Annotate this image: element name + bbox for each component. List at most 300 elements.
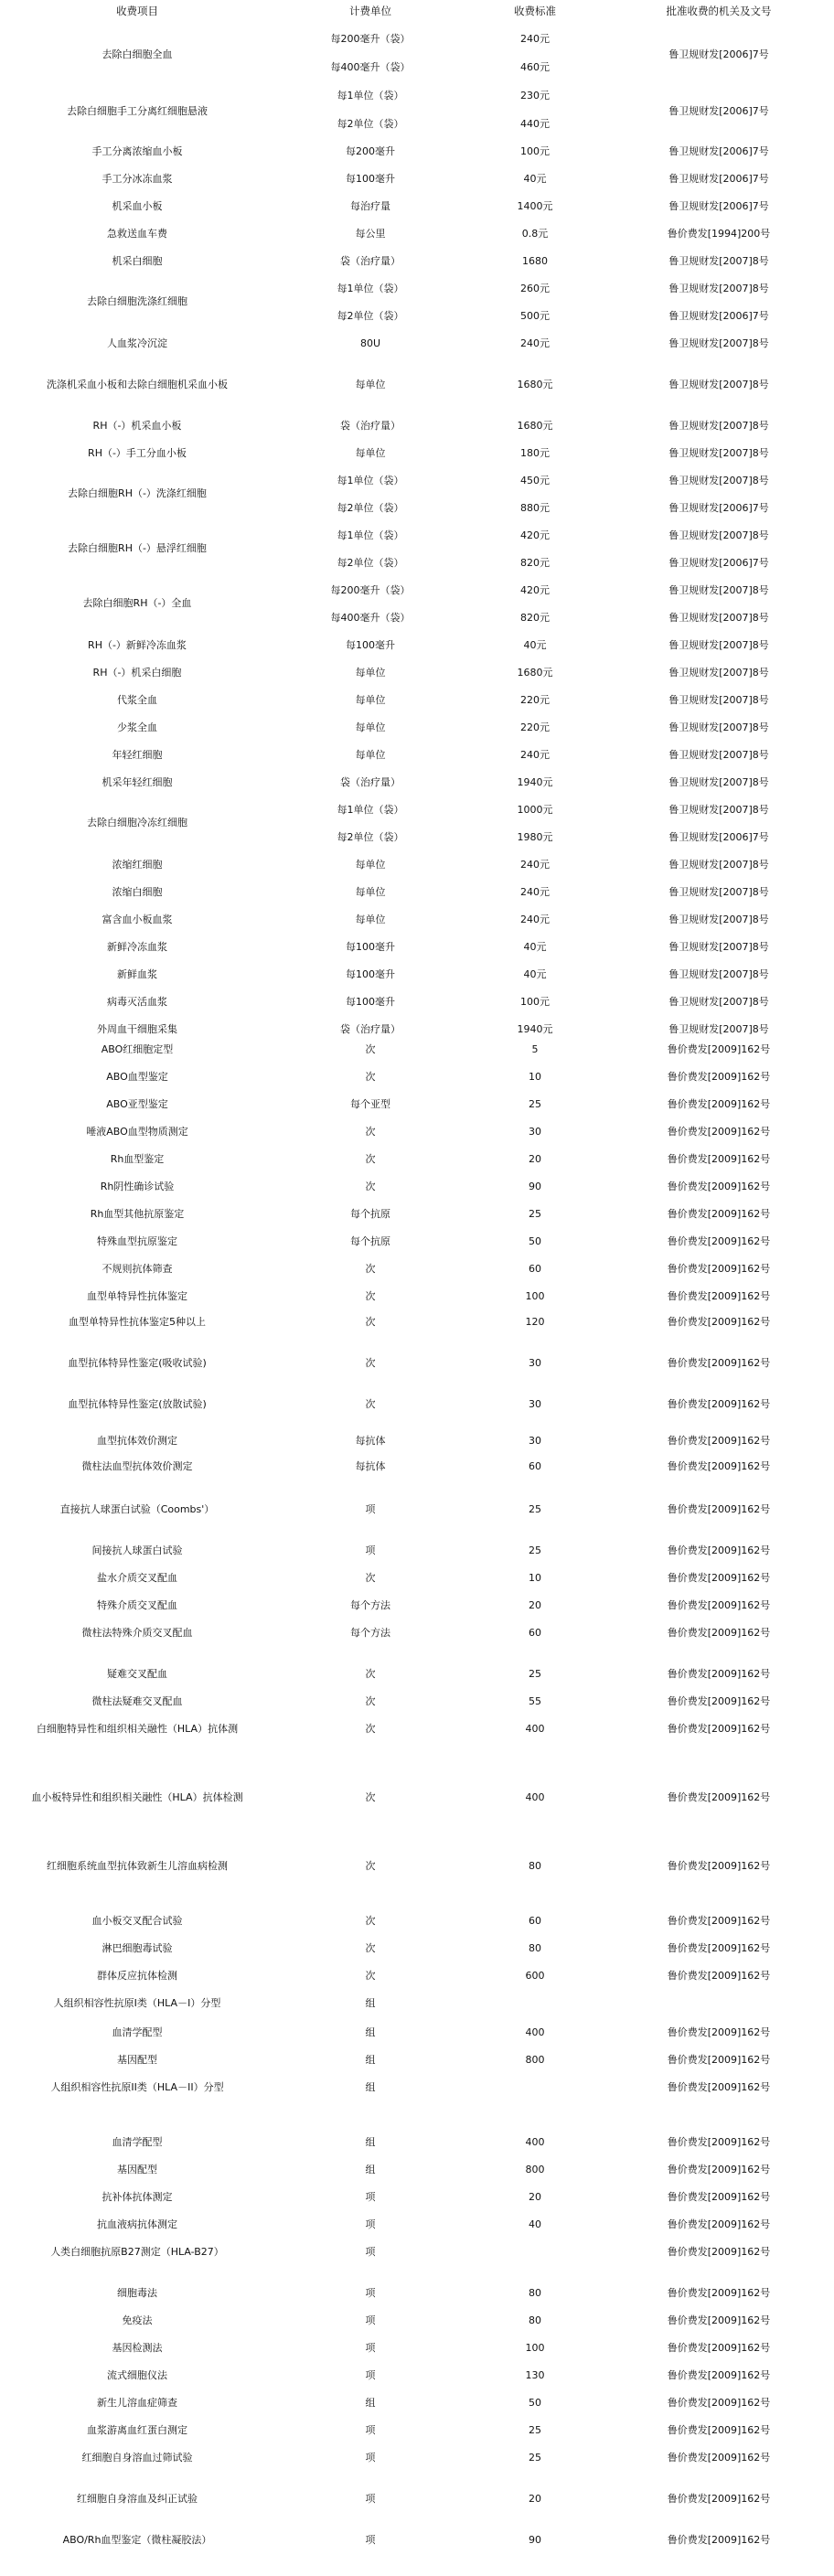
unit-cell: 每200毫升（袋） (330, 584, 411, 596)
unit-cell: 组 (365, 2397, 376, 2409)
price-cell: 220元 (520, 721, 550, 733)
price-cell: 460元 (520, 61, 550, 73)
authority-cell: 鲁卫规财发[2007]8号 (668, 694, 769, 706)
price-cell: 1680元 (517, 420, 553, 432)
authority-cell: 鲁价费发[2009]162号 (667, 2287, 771, 2299)
unit-cell: 每100毫升 (346, 968, 395, 980)
unit-cell: 袋（治疗量） (340, 255, 401, 267)
authority-cell: 鲁价费发[2009]162号 (667, 1290, 771, 1302)
fee-item-cell: 红细胞自身溶血及纠正试验 (77, 2493, 198, 2505)
unit-cell: 次 (365, 1263, 376, 1275)
price-cell: 20 (529, 1599, 541, 1611)
authority-cell: 鲁卫规财发[2007]8号 (668, 776, 769, 788)
unit-cell: 次 (365, 1181, 376, 1192)
authority-cell: 鲁价费发[2009]162号 (667, 1695, 771, 1707)
unit-cell: 项 (365, 2369, 376, 2381)
unit-cell: 项 (365, 2218, 376, 2230)
authority-cell: 鲁卫规财发[2007]8号 (668, 447, 769, 459)
unit-cell: 80U (359, 337, 381, 349)
unit-cell: 次 (365, 1915, 376, 1927)
header-price: 收费标准 (514, 5, 556, 17)
authority-cell: 鲁价费发[2009]162号 (667, 1235, 771, 1247)
fee-item-cell: 血清学配型 (112, 2026, 163, 2038)
unit-cell: 袋（治疗量） (340, 420, 401, 432)
price-cell: 240元 (520, 749, 550, 761)
price-cell: 820元 (520, 557, 550, 569)
price-cell: 25 (529, 2452, 541, 2464)
price-cell: 25 (529, 1503, 541, 1515)
unit-cell: 组 (365, 2081, 376, 2093)
price-cell: 1980元 (517, 831, 553, 843)
authority-cell: 鲁价费发[2009]162号 (667, 1357, 771, 1369)
authority-cell: 鲁价费发[2009]162号 (667, 2534, 771, 2546)
authority-cell: 鲁价费发[2009]162号 (667, 1860, 771, 1872)
price-cell: 30 (529, 1126, 541, 1138)
unit-cell: 项 (365, 2452, 376, 2464)
authority-cell: 鲁卫规财发[2007]8号 (668, 886, 769, 898)
fee-item-cell: 年轻红细胞 (112, 749, 163, 761)
fee-item-cell: 人血浆冷沉淀 (107, 337, 167, 349)
authority-cell: 鲁卫规财发[2007]8号 (668, 584, 769, 596)
price-cell: 80 (529, 1860, 541, 1872)
price-cell: 90 (529, 1181, 541, 1192)
price-cell: 5 (531, 1043, 539, 1055)
authority-cell: 鲁价费发[2009]162号 (667, 1627, 771, 1639)
unit-cell: 袋（治疗量） (340, 1023, 401, 1035)
authority-cell: 鲁卫规财发[2007]8号 (668, 721, 769, 733)
unit-cell: 袋（治疗量） (340, 776, 401, 788)
fee-item-cell: 机采血小板 (112, 200, 163, 212)
unit-cell: 每单位 (355, 721, 386, 733)
fee-item-cell: 疑难交叉配血 (107, 1668, 167, 1680)
price-cell: 60 (529, 1915, 541, 1927)
price-cell: 60 (529, 1627, 541, 1639)
authority-cell: 鲁价费发[2009]162号 (667, 1435, 771, 1447)
authority-cell: 鲁价费发[2009]162号 (667, 2424, 771, 2436)
unit-cell: 次 (365, 1942, 376, 1954)
unit-cell: 次 (365, 1290, 376, 1302)
unit-cell: 每单位 (355, 859, 386, 871)
price-cell: 60 (529, 1460, 541, 1472)
price-cell: 1680元 (517, 379, 553, 390)
fee-item-cell: 新鲜血浆 (117, 968, 157, 980)
authority-cell: 鲁卫规财发[2007]8号 (668, 749, 769, 761)
authority-cell: 鲁价费发[2009]162号 (667, 1545, 771, 1556)
authority-cell: 鲁价费发[2009]162号 (667, 1126, 771, 1138)
unit-cell: 次 (365, 1695, 376, 1707)
authority-cell: 鲁价费发[2009]162号 (667, 1208, 771, 1220)
unit-cell: 项 (365, 2493, 376, 2505)
unit-cell: 每个抗原 (350, 1208, 390, 1220)
price-cell: 260元 (520, 283, 550, 294)
unit-cell: 每400毫升（袋） (330, 61, 411, 73)
fee-item-cell: RH（-）手工分血小板 (88, 447, 187, 459)
price-cell: 440元 (520, 118, 550, 130)
unit-cell: 每2单位（袋） (337, 310, 404, 322)
price-cell: 400 (525, 2026, 545, 2038)
unit-cell: 组 (365, 2026, 376, 2038)
price-cell: 20 (529, 2493, 541, 2505)
authority-cell: 鲁价费发[2009]162号 (667, 2026, 771, 2038)
fee-item-cell: 微柱法血型抗体效价测定 (81, 1460, 193, 1472)
fee-item-cell: 群体反应抗体检测 (97, 1970, 177, 1982)
authority-cell: 鲁价费发[2009]162号 (667, 1043, 771, 1055)
price-cell: 50 (529, 2397, 541, 2409)
price-cell: 240元 (520, 337, 550, 349)
authority-cell: 鲁价费发[2009]162号 (667, 1791, 771, 1803)
unit-cell: 每2单位（袋） (337, 831, 404, 843)
fee-item-cell: 免疫法 (122, 2314, 153, 2326)
authority-cell: 鲁卫规财发[2006]7号 (668, 48, 769, 60)
authority-cell: 鲁价费发[2009]162号 (667, 2218, 771, 2230)
price-cell: 25 (529, 1208, 541, 1220)
unit-cell: 每200毫升（袋） (330, 33, 411, 45)
fee-item-cell: 间接抗人球蛋白试验 (91, 1545, 183, 1556)
unit-cell: 每单位 (355, 379, 386, 390)
authority-cell: 鲁价费发[2009]162号 (667, 2314, 771, 2326)
price-cell: 420元 (520, 584, 550, 596)
price-cell: 90 (529, 2534, 541, 2546)
unit-cell: 每单位 (355, 667, 386, 679)
unit-cell: 项 (365, 2287, 376, 2299)
price-cell: 600 (525, 1970, 545, 1982)
fee-item-cell: 去除白细胞手工分离红细胞悬液 (67, 105, 208, 117)
fee-item-cell: RH（-）新鲜冷冻血浆 (88, 639, 187, 651)
price-cell: 400 (525, 1723, 545, 1735)
unit-cell: 项 (365, 2424, 376, 2436)
unit-cell: 每1单位（袋） (337, 283, 404, 294)
price-cell: 100元 (520, 996, 550, 1008)
unit-cell: 每2单位（袋） (337, 118, 404, 130)
authority-cell: 鲁价费发[2009]162号 (667, 1723, 771, 1735)
price-cell: 25 (529, 1668, 541, 1680)
price-cell: 25 (529, 1098, 541, 1110)
unit-cell: 每100毫升 (346, 996, 395, 1008)
fee-item-cell: 急救送血车费 (107, 228, 167, 240)
price-cell: 80 (529, 2314, 541, 2326)
authority-cell: 鲁卫规财发[2006]7号 (668, 557, 769, 569)
header-item: 收费项目 (116, 5, 158, 17)
price-cell: 100 (525, 2342, 545, 2354)
unit-cell: 每抗体 (355, 1435, 386, 1447)
price-cell: 0.8元 (521, 228, 549, 240)
fee-item-cell: 基因配型 (117, 2054, 157, 2066)
authority-cell: 鲁价费发[2009]162号 (667, 1572, 771, 1584)
unit-cell: 每单位 (355, 914, 386, 925)
unit-cell: 组 (365, 2164, 376, 2175)
authority-cell: 鲁卫规财发[2006]7号 (668, 105, 769, 117)
fee-item-cell: 代浆全血 (117, 694, 157, 706)
price-cell: 1940元 (517, 1023, 553, 1035)
price-cell: 80 (529, 2287, 541, 2299)
authority-cell: 鲁价费发[2009]162号 (667, 2081, 771, 2093)
authority-cell: 鲁价费发[2009]162号 (667, 2164, 771, 2175)
price-cell: 400 (525, 1791, 545, 1803)
authority-cell: 鲁价费发[2009]162号 (667, 2369, 771, 2381)
price-cell: 1400元 (517, 200, 553, 212)
unit-cell: 每1单位（袋） (337, 90, 404, 102)
fee-item-cell: ABO/Rh血型鉴定（微柱凝胶法） (62, 2534, 212, 2546)
authority-cell: 鲁卫规财发[2007]8号 (668, 529, 769, 541)
fee-item-cell: 少浆全血 (117, 721, 157, 733)
authority-cell: 鲁卫规财发[2006]7号 (668, 200, 769, 212)
header-unit: 计费单位 (349, 5, 391, 17)
unit-cell: 组 (365, 2136, 376, 2148)
price-cell: 1680 (522, 255, 548, 267)
price-cell: 40元 (523, 173, 547, 185)
unit-cell: 每1单位（袋） (337, 529, 404, 541)
unit-cell: 项 (365, 2314, 376, 2326)
header-authority: 批准收费的机关及文号 (666, 5, 772, 17)
authority-cell: 鲁价费发[2009]162号 (667, 1181, 771, 1192)
fee-item-cell: 人类白细胞抗原B27测定（HLA-B27） (50, 2246, 224, 2258)
price-cell: 40元 (523, 968, 547, 980)
fee-item-cell: 去除白细胞冷冻红细胞 (87, 817, 187, 828)
unit-cell: 次 (365, 1357, 376, 1369)
price-cell: 25 (529, 2424, 541, 2436)
fee-item-cell: 红细胞系统血型抗体致新生儿溶血病检测 (47, 1860, 228, 1872)
fee-item-cell: 盐水介质交叉配血 (97, 1572, 177, 1584)
unit-cell: 组 (365, 1997, 376, 2009)
fee-item-cell: 浓缩白细胞 (112, 886, 163, 898)
unit-cell: 次 (365, 1791, 376, 1803)
fee-item-cell: 去除白细胞RH（-）全血 (82, 597, 192, 609)
unit-cell: 每治疗量 (350, 200, 390, 212)
unit-cell: 每100毫升 (346, 173, 395, 185)
price-cell: 240元 (520, 859, 550, 871)
authority-cell: 鲁卫规财发[2007]8号 (668, 612, 769, 624)
fee-item-cell: 直接抗人球蛋白试验（Coombs'） (59, 1503, 215, 1515)
unit-cell: 每单位 (355, 447, 386, 459)
fee-item-cell: 唾液ABO血型物质测定 (86, 1126, 188, 1138)
fee-item-cell: 浓缩红细胞 (112, 859, 163, 871)
fee-item-cell: Rh血型鉴定 (110, 1153, 165, 1165)
unit-cell: 每100毫升 (346, 639, 395, 651)
authority-cell: 鲁卫规财发[2006]7号 (668, 145, 769, 157)
fee-item-cell: 不规则抗体筛查 (102, 1263, 173, 1275)
authority-cell: 鲁卫规财发[2007]8号 (668, 1023, 769, 1035)
unit-cell: 每2单位（袋） (337, 557, 404, 569)
fee-item-cell: 淋巴细胞毒试验 (102, 1942, 173, 1954)
authority-cell: 鲁价费发[2009]162号 (667, 1599, 771, 1611)
fee-item-cell: 手工分离浓缩血小板 (91, 145, 183, 157)
fee-item-cell: 白细胞特异性和组织相关融性（HLA）抗体测 (36, 1723, 239, 1735)
price-cell: 240元 (520, 33, 550, 45)
price-cell: 60 (529, 1263, 541, 1275)
price-cell: 800 (525, 2054, 545, 2066)
price-cell: 130 (525, 2369, 545, 2381)
price-cell: 30 (529, 1398, 541, 1410)
authority-cell: 鲁价费发[2009]162号 (667, 1098, 771, 1110)
unit-cell: 每个方法 (350, 1599, 390, 1611)
unit-cell: 次 (365, 1668, 376, 1680)
price-cell: 230元 (520, 90, 550, 102)
unit-cell: 次 (365, 1572, 376, 1584)
unit-cell: 每单位 (355, 694, 386, 706)
unit-cell: 项 (365, 2191, 376, 2203)
unit-cell: 次 (365, 1723, 376, 1735)
fee-item-cell: RH（-）机采白细胞 (92, 667, 182, 679)
authority-cell: 鲁价费发[2009]162号 (667, 1970, 771, 1982)
fee-item-cell: Rh阴性确诊试验 (100, 1181, 175, 1192)
fee-item-cell: 血型抗体特异性鉴定(吸收试验) (68, 1357, 207, 1369)
price-cell: 30 (529, 1435, 541, 1447)
authority-cell: 鲁价费发[2009]162号 (667, 1915, 771, 1927)
fee-item-cell: 抗血液病抗体测定 (97, 2218, 177, 2230)
fee-item-cell: 血浆游离血红蛋白测定 (87, 2424, 187, 2436)
fee-item-cell: 细胞毒法 (117, 2287, 157, 2299)
price-cell: 100 (525, 1290, 545, 1302)
authority-cell: 鲁卫规财发[2006]7号 (668, 173, 769, 185)
price-cell: 120 (525, 1316, 545, 1328)
price-cell: 40元 (523, 639, 547, 651)
unit-cell: 每公里 (355, 228, 386, 240)
fee-item-cell: ABO红细胞定型 (101, 1043, 174, 1055)
fee-item-cell: 基因配型 (117, 2164, 157, 2175)
fee-item-cell: 机采白细胞 (112, 255, 163, 267)
unit-cell: 项 (365, 1503, 376, 1515)
price-cell: 10 (529, 1572, 541, 1584)
authority-cell: 鲁卫规财发[2007]8号 (668, 475, 769, 486)
authority-cell: 鲁价费发[1994]200号 (667, 228, 771, 240)
price-cell: 1680元 (517, 667, 553, 679)
authority-cell: 鲁卫规财发[2007]8号 (668, 420, 769, 432)
authority-cell: 鲁价费发[2009]162号 (667, 1153, 771, 1165)
fee-item-cell: 手工分冰冻血浆 (102, 173, 173, 185)
authority-cell: 鲁卫规财发[2007]8号 (668, 914, 769, 925)
authority-cell: 鲁价费发[2009]162号 (667, 2246, 771, 2258)
unit-cell: 每200毫升 (346, 145, 395, 157)
unit-cell: 项 (365, 2534, 376, 2546)
price-cell: 20 (529, 2191, 541, 2203)
price-cell: 240元 (520, 886, 550, 898)
fee-item-cell: 血型抗体效价测定 (97, 1435, 177, 1447)
authority-cell: 鲁价费发[2009]162号 (667, 2452, 771, 2464)
fee-item-cell: 基因检测法 (112, 2342, 163, 2354)
authority-cell: 鲁卫规财发[2007]8号 (668, 379, 769, 390)
unit-cell: 每2单位（袋） (337, 502, 404, 514)
unit-cell: 每100毫升 (346, 941, 395, 953)
authority-cell: 鲁价费发[2009]162号 (667, 1071, 771, 1083)
price-cell: 55 (529, 1695, 541, 1707)
fee-item-cell: 去除白细胞RH（-）洗涤红细胞 (68, 487, 207, 499)
fee-item-cell: 新生儿溶血症筛查 (97, 2397, 177, 2409)
unit-cell: 每1单位（袋） (337, 804, 404, 816)
price-cell: 220元 (520, 694, 550, 706)
fee-item-cell: 血小板特异性和组织相关融性（HLA）抗体检测 (31, 1791, 243, 1803)
authority-cell: 鲁卫规财发[2007]8号 (668, 941, 769, 953)
authority-cell: 鲁卫规财发[2007]8号 (668, 255, 769, 267)
authority-cell: 鲁价费发[2009]162号 (667, 1263, 771, 1275)
authority-cell: 鲁价费发[2009]162号 (667, 1316, 771, 1328)
fee-item-cell: 新鲜冷冻血浆 (107, 941, 167, 953)
authority-cell: 鲁价费发[2009]162号 (667, 2342, 771, 2354)
fee-item-cell: 微柱法疑难交叉配血 (91, 1695, 183, 1707)
fee-item-cell: 微柱法特殊介质交叉配血 (81, 1627, 193, 1639)
unit-cell: 每个亚型 (350, 1098, 390, 1110)
fee-item-cell: 去除白细胞洗涤红细胞 (87, 295, 187, 307)
authority-cell: 鲁价费发[2009]162号 (667, 2136, 771, 2148)
unit-cell: 次 (365, 1071, 376, 1083)
unit-cell: 次 (365, 1860, 376, 1872)
unit-cell: 每个抗原 (350, 1235, 390, 1247)
authority-cell: 鲁卫规财发[2006]7号 (668, 310, 769, 322)
fee-item-cell: 血清学配型 (112, 2136, 163, 2148)
unit-cell: 次 (365, 1316, 376, 1328)
fee-item-cell: 特殊介质交叉配血 (97, 1599, 177, 1611)
fee-item-cell: 血型抗体特异性鉴定(放散试验) (68, 1398, 207, 1410)
price-cell: 80 (529, 1942, 541, 1954)
unit-cell: 每400毫升（袋） (330, 612, 411, 624)
price-cell: 10 (529, 1071, 541, 1083)
fee-item-cell: 人组织相容性抗原II类（HLA－II）分型 (50, 2081, 224, 2093)
authority-cell: 鲁卫规财发[2007]8号 (668, 804, 769, 816)
unit-cell: 次 (365, 1153, 376, 1165)
price-cell: 500元 (520, 310, 550, 322)
unit-cell: 每单位 (355, 749, 386, 761)
price-cell: 400 (525, 2136, 545, 2148)
authority-cell: 鲁价费发[2009]162号 (667, 2191, 771, 2203)
authority-cell: 鲁价费发[2009]162号 (667, 1942, 771, 1954)
price-cell: 820元 (520, 612, 550, 624)
fee-item-cell: 抗补体抗体测定 (102, 2191, 173, 2203)
authority-cell: 鲁卫规财发[2007]8号 (668, 667, 769, 679)
authority-cell: 鲁卫规财发[2007]8号 (668, 859, 769, 871)
authority-cell: 鲁卫规财发[2007]8号 (668, 337, 769, 349)
unit-cell: 每单位 (355, 886, 386, 898)
authority-cell: 鲁卫规财发[2007]8号 (668, 283, 769, 294)
fee-item-cell: 去除白细胞RH（-）悬浮红细胞 (68, 542, 207, 554)
fee-item-cell: 人组织相容性抗原I类（HLA－I）分型 (53, 1997, 221, 2009)
price-cell: 40元 (523, 941, 547, 953)
price-cell: 450元 (520, 475, 550, 486)
fee-item-cell: 去除白细胞全血 (102, 48, 173, 60)
unit-cell: 组 (365, 2054, 376, 2066)
authority-cell: 鲁价费发[2009]162号 (667, 1398, 771, 1410)
price-cell: 180元 (520, 447, 550, 459)
unit-cell: 每1单位（袋） (337, 475, 404, 486)
fee-item-cell: 红细胞自身溶血过筛试验 (81, 2452, 193, 2464)
price-cell: 1940元 (517, 776, 553, 788)
price-cell: 25 (529, 1545, 541, 1556)
fee-item-cell: ABO亚型鉴定 (106, 1098, 168, 1110)
price-cell: 100元 (520, 145, 550, 157)
unit-cell: 每抗体 (355, 1460, 386, 1472)
authority-cell: 鲁价费发[2009]162号 (667, 1668, 771, 1680)
authority-cell: 鲁价费发[2009]162号 (667, 2397, 771, 2409)
authority-cell: 鲁卫规财发[2007]8号 (668, 968, 769, 980)
authority-cell: 鲁卫规财发[2007]8号 (668, 639, 769, 651)
unit-cell: 项 (365, 1545, 376, 1556)
fee-item-cell: 外周血干细胞采集 (97, 1023, 177, 1035)
unit-cell: 次 (365, 1126, 376, 1138)
fee-item-cell: 富含血小板血浆 (102, 914, 173, 925)
fee-item-cell: 血型单特异性抗体鉴定 (87, 1290, 187, 1302)
fee-item-cell: RH（-）机采血小板 (92, 420, 182, 432)
authority-cell: 鲁卫规财发[2006]7号 (668, 831, 769, 843)
unit-cell: 次 (365, 1970, 376, 1982)
authority-cell: 鲁价费发[2009]162号 (667, 1503, 771, 1515)
price-cell: 40 (529, 2218, 541, 2230)
fee-item-cell: 机采年轻红细胞 (102, 776, 173, 788)
unit-cell: 项 (365, 2246, 376, 2258)
authority-cell: 鲁卫规财发[2006]7号 (668, 502, 769, 514)
unit-cell: 每个方法 (350, 1627, 390, 1639)
authority-cell: 鲁价费发[2009]162号 (667, 1460, 771, 1472)
price-cell: 1000元 (517, 804, 553, 816)
fee-item-cell: 血型单特异性抗体鉴定5种以上 (69, 1316, 206, 1328)
authority-cell: 鲁价费发[2009]162号 (667, 2493, 771, 2505)
